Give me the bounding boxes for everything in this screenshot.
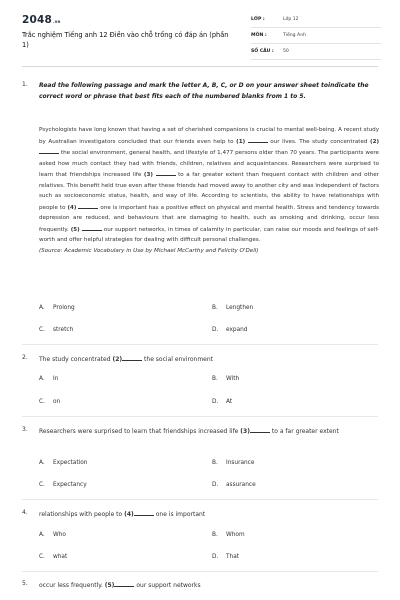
question-instruction: Read the following passage and mark the letter A, B, C, or D on your answer sheet toindicate the correct word or phrase that best fits each of the numbered blanks from 1 to 5. (39, 82, 369, 100)
passage-text: the social environment, general health, and lifestyle of 1,477 persons older than 70 years. The participants were asked how much contact they had with friends, children, relatives and acquaintances. Researchers were surprised to learn that friendships increased life (39, 150, 380, 178)
blank-line (82, 224, 102, 231)
question-text-part: one is important (155, 511, 206, 518)
meta-value: Lớp 12 (283, 17, 299, 22)
option-text: assurance (226, 482, 256, 488)
question-number: 1. (22, 81, 28, 88)
question-number: 3. (22, 426, 28, 433)
blank-number: (3) (240, 428, 250, 435)
option-text: Prolong (53, 305, 75, 311)
option-text: stretch (53, 327, 74, 333)
option-text: on (53, 399, 61, 405)
question-divider (22, 344, 378, 345)
question-text-part: our support networks (136, 582, 201, 589)
blank-number: (5) (70, 226, 80, 233)
option-b[interactable] (212, 305, 253, 311)
question-text-part: Researchers were surprised to learn that friendships increased life (39, 428, 239, 435)
option-letter: C. (39, 399, 45, 405)
meta-row-count (251, 44, 381, 60)
blank-number: (2) (370, 138, 380, 145)
question-divider (22, 416, 378, 417)
blank-number: (1) (236, 138, 246, 145)
meta-row-class (251, 12, 381, 28)
blank-line (248, 136, 268, 143)
option-letter: A. (39, 532, 45, 538)
header-divider (22, 66, 378, 67)
option-b[interactable] (212, 460, 254, 466)
option-letter: D. (212, 399, 219, 405)
passage-text: our support networks, in times of calamity in particular, can raise our moods and feelings of self-worth and offer helpful strategies for dealing with difficult personal challenges. (39, 226, 380, 243)
meta-value: 50 (283, 49, 289, 54)
question-number: 5. (22, 580, 28, 587)
logo-text: 2048 (22, 14, 53, 26)
option-letter: A. (39, 305, 45, 311)
meta-key: SỐ CÂU : (251, 49, 274, 54)
blank-number: (5) (104, 582, 115, 589)
blank-line (250, 426, 270, 433)
option-letter: B. (212, 376, 218, 382)
question-divider (22, 499, 378, 500)
logo-suffix: .vn (53, 19, 61, 24)
option-letter: A. (39, 376, 45, 382)
option-letter: D. (212, 554, 219, 560)
option-a[interactable] (39, 305, 75, 311)
option-c[interactable] (39, 554, 67, 560)
question-text (39, 354, 380, 366)
passage-text: Psychologists have long known that having a set of cherished companions is crucial to mental well-being. A recent study by Australian investigators concluded that our friends even help to (39, 127, 379, 145)
meta-table (251, 12, 381, 60)
question-text-part: The study concentrated (39, 356, 111, 363)
meta-row-subject (251, 28, 381, 44)
option-letter: C. (39, 482, 45, 488)
passage-text: our lives. The study concentrated (270, 138, 368, 145)
blank-line (156, 169, 176, 176)
option-letter: B. (212, 532, 218, 538)
option-d[interactable] (212, 554, 239, 560)
option-text: what (53, 554, 68, 560)
passage-text: to a far greater extent than frequent contact with children and other relatives. This benefit held true even after these friends had moved away to another city and was independent of factors such as socioeconomic status, health, and way of life. According to scientists, the ability to have relationships with people to (39, 172, 379, 211)
option-letter: C. (39, 327, 45, 333)
option-text: At (226, 399, 233, 405)
meta-key: MÔN : (251, 33, 267, 38)
meta-key: LỚP : (251, 17, 265, 22)
blank-number: (4) (67, 204, 77, 211)
option-text: expand (226, 327, 248, 333)
question-text (39, 426, 369, 438)
option-text: Lengthen (226, 305, 254, 311)
question-number: 2. (22, 354, 28, 361)
option-letter: B. (212, 305, 218, 311)
option-letter: B. (212, 460, 218, 466)
blank-line (114, 580, 134, 587)
option-text: In (53, 376, 59, 382)
question-text-part: occur less frequently. (39, 582, 103, 589)
site-logo[interactable] (22, 14, 61, 26)
passage-source: (Source: Academic Vocabulary in Use by Michael McCarthy and Felicity O'Dell) (39, 247, 259, 254)
option-letter: D. (212, 327, 219, 333)
option-a[interactable] (39, 460, 87, 466)
option-letter: C. (39, 554, 45, 560)
option-b[interactable] (212, 532, 245, 538)
option-d[interactable] (212, 482, 256, 488)
question-divider (22, 571, 378, 572)
blank-number: (4) (124, 511, 134, 518)
question-text-part: to a far greater extent (271, 428, 339, 435)
option-a[interactable] (39, 532, 66, 538)
page-title: Trắc nghiệm Tiếng anh 12 Điền vào chỗ trống có đáp án (phần 1) (22, 31, 229, 49)
blank-line (122, 354, 142, 361)
option-b[interactable] (212, 376, 239, 382)
blank-line (39, 147, 59, 154)
option-c[interactable] (39, 327, 73, 333)
option-d[interactable] (212, 399, 232, 405)
option-text: Expectancy (53, 482, 87, 488)
option-text: Expectation (53, 460, 88, 466)
blank-number: (3) (143, 172, 153, 178)
question-text-part: the social environment (144, 356, 214, 363)
question-number: 4. (22, 509, 28, 516)
option-text: That (226, 554, 240, 560)
option-letter: D. (212, 482, 219, 488)
option-text: Insurance (226, 460, 255, 466)
blank-line (134, 509, 154, 516)
blank-line (78, 202, 98, 209)
option-text: Whom (226, 532, 245, 538)
option-c[interactable] (39, 482, 87, 488)
blank-number: (2) (112, 356, 123, 363)
passage-text: one is important has a positive effect on physical and mental health. Stress and tendency towards depression are reduced, and behaviours that are damaging to health, such as smoking and drinking, occur less frequently. (39, 204, 380, 233)
question-text (39, 580, 380, 592)
reading-passage (39, 125, 379, 256)
question-text (39, 509, 380, 521)
question-text-part: relationships with people to (39, 511, 123, 518)
option-d[interactable] (212, 327, 247, 333)
option-text: Who (53, 532, 66, 538)
meta-value: Tiếng Anh (283, 33, 307, 38)
option-letter: A. (39, 460, 45, 466)
option-a[interactable] (39, 376, 58, 382)
option-c[interactable] (39, 399, 60, 405)
option-text: With (226, 376, 240, 382)
